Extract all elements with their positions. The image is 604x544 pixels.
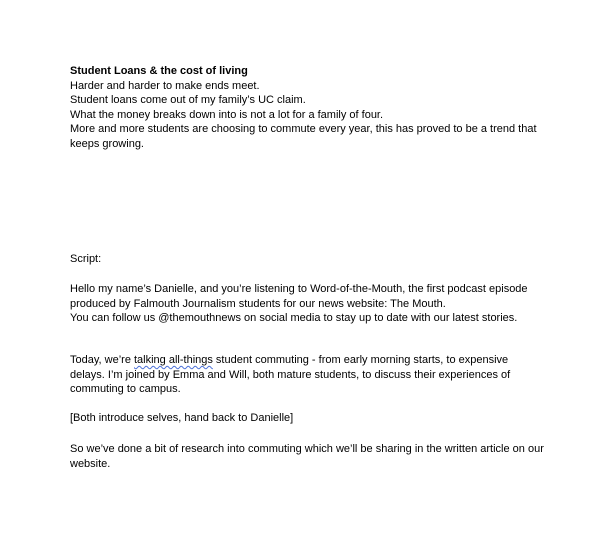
script-paragraph: You can follow us @themouthnews on social media to stay up to date with our latest stories.	[70, 312, 518, 324]
script-intro	[70, 282, 545, 326]
notes-line: Student loans come out of my family’s UC claim.	[70, 94, 306, 106]
script-label: Script:	[70, 253, 102, 265]
notes-section	[70, 64, 545, 151]
notes-line: What the money breaks down into is not a lot for a family of four.	[70, 108, 384, 121]
stage-direction: [Both introduce selves, hand back to Danielle]	[70, 412, 294, 424]
notes-line: Harder and harder to make ends meet.	[70, 79, 260, 92]
script-paragraph: Hello my name’s Danielle, and you’re listening to Word-of-the-Mouth, the first podcast episode produced by Falmouth Journalism students for our news website: The Mouth.	[70, 283, 528, 310]
script-today-paragraph: Today, we’re talking all-things student commuting - from early morning starts, to expensive delays. I’m joined by Emma and Will, both mature students, to discuss their experiences of commuting to campus.	[70, 354, 511, 395]
notes-line: More and more students are choosing to commute every year, this has proved to be a trend that keeps growing.	[70, 123, 537, 150]
notes-heading: Student Loans & the cost of living	[70, 65, 248, 77]
spellcheck-marked-text[interactable]: talking all-things	[134, 354, 213, 366]
script-research-paragraph: So we’ve done a bit of research into commuting which we’ll be sharing in the written article on our website.	[70, 443, 544, 470]
